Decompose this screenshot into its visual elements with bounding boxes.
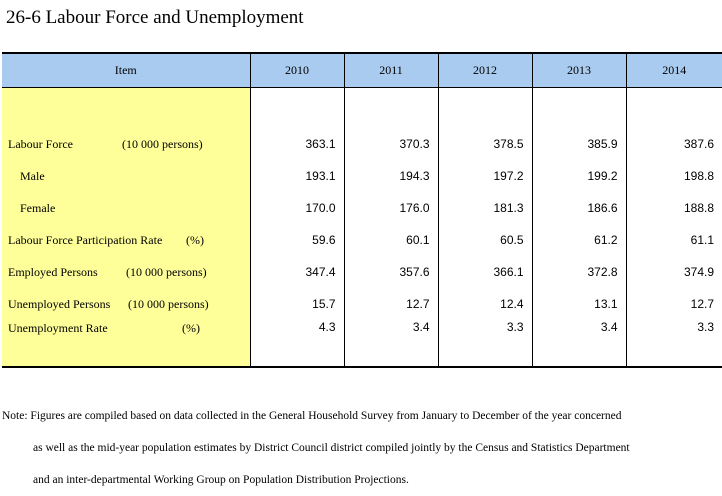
table-row: [2, 88, 722, 161]
row-label-text: Labour Force Participation Rate: [8, 233, 163, 247]
table-cell: 193.1: [250, 160, 344, 192]
table-cell: 3.4: [532, 320, 626, 367]
row-label: [2, 160, 250, 192]
row-label-unit: (%): [182, 321, 200, 335]
table-cell: 186.6: [532, 192, 626, 224]
row-label-text: Employed Persons: [8, 265, 98, 279]
table-cell: 387.6: [626, 88, 722, 161]
table-cell: 181.3: [438, 192, 532, 224]
note-line: and an inter-departmental Working Group on Population Distribution Projections.: [33, 474, 409, 486]
table-cell: 60.5: [438, 224, 532, 256]
table-cell: 61.2: [532, 224, 626, 256]
table-row: [2, 192, 722, 224]
row-label: [2, 88, 250, 161]
table-cell: 3.3: [438, 320, 532, 367]
header-item: Item: [2, 53, 250, 88]
row-label-unit: (10 000 persons): [128, 297, 209, 311]
table-row: [2, 320, 722, 367]
table-cell: 15.7: [250, 288, 344, 320]
note-line: Note: Figures are compiled based on data collected in the General Household Survey from January to December of the year concerned: [2, 410, 622, 422]
table-row: [2, 160, 722, 192]
table-cell: 378.5: [438, 88, 532, 161]
table-cell: 176.0: [344, 192, 438, 224]
row-label: [2, 320, 250, 367]
table-cell: 12.7: [626, 288, 722, 320]
table-cell: 13.1: [532, 288, 626, 320]
table-cell: 372.8: [532, 256, 626, 288]
row-label-text: Labour Force: [8, 137, 73, 151]
table-cell: 366.1: [438, 256, 532, 288]
table-cell: 12.7: [344, 288, 438, 320]
row-label-text: Unemployed Persons: [8, 297, 111, 311]
table-cell: 60.1: [344, 224, 438, 256]
table-cell: 59.6: [250, 224, 344, 256]
row-label: [2, 224, 250, 256]
header-year: 2012: [438, 53, 532, 88]
row-label-unit: (%): [186, 233, 204, 247]
table-cell: 197.2: [438, 160, 532, 192]
table-cell: 370.3: [344, 88, 438, 161]
table-note: [2, 400, 722, 496]
header-year: 2010: [250, 53, 344, 88]
table-cell: 194.3: [344, 160, 438, 192]
table-cell: 198.8: [626, 160, 722, 192]
table-row: [2, 288, 722, 320]
table-cell: 12.4: [438, 288, 532, 320]
table-cell: 199.2: [532, 160, 626, 192]
row-label-text: Male: [20, 169, 45, 183]
table-cell: 61.1: [626, 224, 722, 256]
table-cell: 385.9: [532, 88, 626, 161]
row-label: [2, 288, 250, 320]
table-cell: 3.4: [344, 320, 438, 367]
table-cell: 3.3: [626, 320, 722, 367]
row-label: [2, 256, 250, 288]
table-cell: 4.3: [250, 320, 344, 367]
table-cell: 363.1: [250, 88, 344, 161]
labour-force-table: [2, 52, 722, 368]
table-cell: 170.0: [250, 192, 344, 224]
row-label-unit: (10 000 persons): [122, 137, 203, 151]
page-title: 26-6 Labour Force and Unemployment: [6, 7, 304, 28]
table-cell: 188.8: [626, 192, 722, 224]
table-header-row: [2, 53, 722, 88]
row-label-text: Unemployment Rate: [8, 321, 108, 335]
header-year: 2011: [344, 53, 438, 88]
table-row: [2, 256, 722, 288]
row-label-text: Female: [20, 201, 56, 215]
header-year: 2013: [532, 53, 626, 88]
table-cell: 347.4: [250, 256, 344, 288]
row-label-unit: (10 000 persons): [126, 265, 207, 279]
table-row: [2, 224, 722, 256]
table-cell: 374.9: [626, 256, 722, 288]
row-label: [2, 192, 250, 224]
header-year: 2014: [626, 53, 722, 88]
table-cell: 357.6: [344, 256, 438, 288]
note-line: as well as the mid-year population estimates by District Council district compiled jointly by the Census and Statistics Department: [33, 442, 630, 454]
